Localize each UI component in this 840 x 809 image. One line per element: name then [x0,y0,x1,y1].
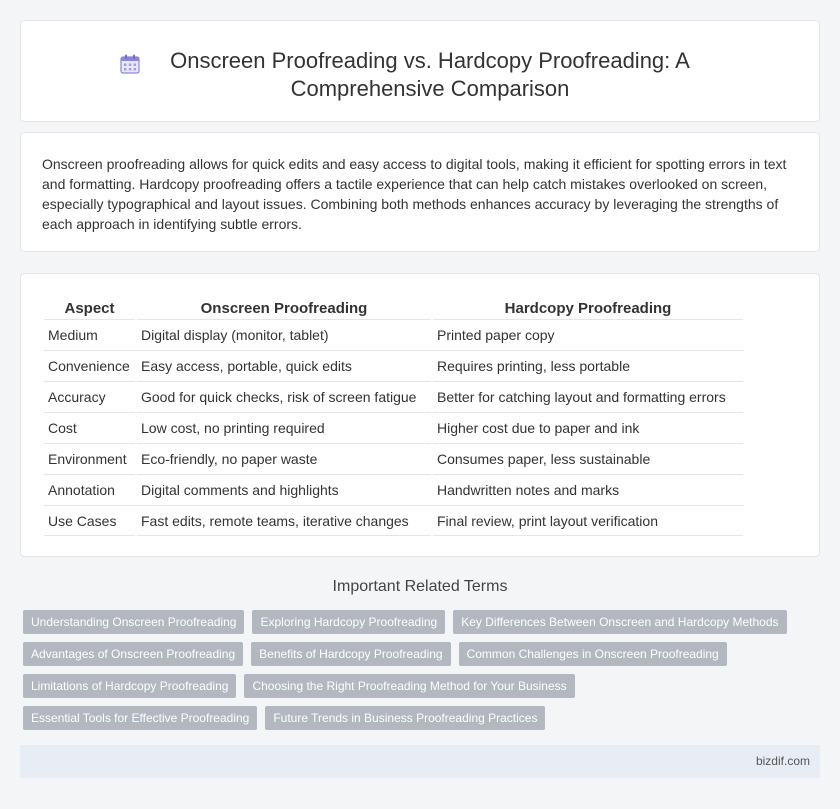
cell-onscreen: Low cost, no printing required [137,412,431,443]
table-row [44,319,743,350]
cell-onscreen: Digital comments and highlights [137,474,431,505]
related-term-link[interactable]: Exploring Hardcopy Proofreading [252,610,445,634]
cell-hardcopy: Better for catching layout and formatting errors [433,381,743,412]
related-term-link[interactable]: Common Challenges in Onscreen Proofreading [459,642,727,666]
cell-aspect: Convenience [44,350,135,381]
table-row [44,474,743,505]
related-term-link[interactable]: Understanding Onscreen Proofreading [23,610,244,634]
intro-card [20,132,820,252]
footer [20,745,820,778]
table-row [44,505,743,536]
cell-onscreen: Eco-friendly, no paper waste [137,443,431,474]
tag-row [23,610,813,634]
related-terms-list [23,610,813,738]
cell-onscreen: Fast edits, remote teams, iterative changes [137,505,431,536]
cell-aspect: Annotation [44,474,135,505]
related-term-link[interactable]: Key Differences Between Onscreen and Hardcopy Methods [453,610,786,634]
title-row [21,47,819,103]
related-term-link[interactable]: Future Trends in Business Proofreading Practices [265,706,545,730]
related-term-link[interactable]: Benefits of Hardcopy Proofreading [251,642,450,666]
cell-hardcopy: Final review, print layout verification [433,505,743,536]
cell-hardcopy: Handwritten notes and marks [433,474,743,505]
tag-row [23,642,813,666]
cell-aspect: Cost [44,412,135,443]
table-row [44,412,743,443]
cell-aspect: Use Cases [44,505,135,536]
cell-hardcopy: Printed paper copy [433,319,743,350]
tag-row [23,674,813,698]
table-row [44,443,743,474]
cell-aspect: Environment [44,443,135,474]
cell-onscreen: Digital display (monitor, tablet) [137,319,431,350]
header-onscreen: Onscreen Proofreading [200,300,368,317]
related-term-link[interactable]: Essential Tools for Effective Proofreading [23,706,257,730]
cell-hardcopy: Consumes paper, less sustainable [433,443,743,474]
cell-onscreen: Easy access, portable, quick edits [137,350,431,381]
header-aspect: Aspect [64,300,115,317]
table-header-row [44,295,743,319]
footer-site-link[interactable]: bizdif.com [755,754,810,768]
cell-hardcopy: Requires printing, less portable [433,350,743,381]
comparison-table [42,295,745,536]
tag-row [23,706,813,730]
table-row [44,350,743,381]
header-hardcopy: Hardcopy Proofreading [504,300,672,317]
table-row [44,381,743,412]
related-term-link[interactable]: Choosing the Right Proofreading Method for Your Business [244,674,574,698]
cell-onscreen: Good for quick checks, risk of screen fatigue [137,381,431,412]
related-terms-heading: Important Related Terms [332,578,508,595]
intro-paragraph: Onscreen proofreading allows for quick edits and easy access to digital tools, making it efficient for spotting errors in text and formatting. Hardcopy proofreading offers a tactile experience that can help catch mistakes overlooked on screen, especially typographical and layout issues. Combining both methods enhances accuracy by leveraging the strengths of each approach in identifying subtle errors. [42,156,787,232]
header-card [20,20,820,122]
cell-aspect: Medium [44,319,135,350]
related-term-link[interactable]: Limitations of Hardcopy Proofreading [23,674,236,698]
page-title: Onscreen Proofreading vs. Hardcopy Proofreading: A Comprehensive Comparison [170,48,690,101]
calendar-icon [119,53,141,75]
cell-aspect: Accuracy [44,381,135,412]
comparison-card [20,273,820,557]
related-term-link[interactable]: Advantages of Onscreen Proofreading [23,642,243,666]
cell-hardcopy: Higher cost due to paper and ink [433,412,743,443]
